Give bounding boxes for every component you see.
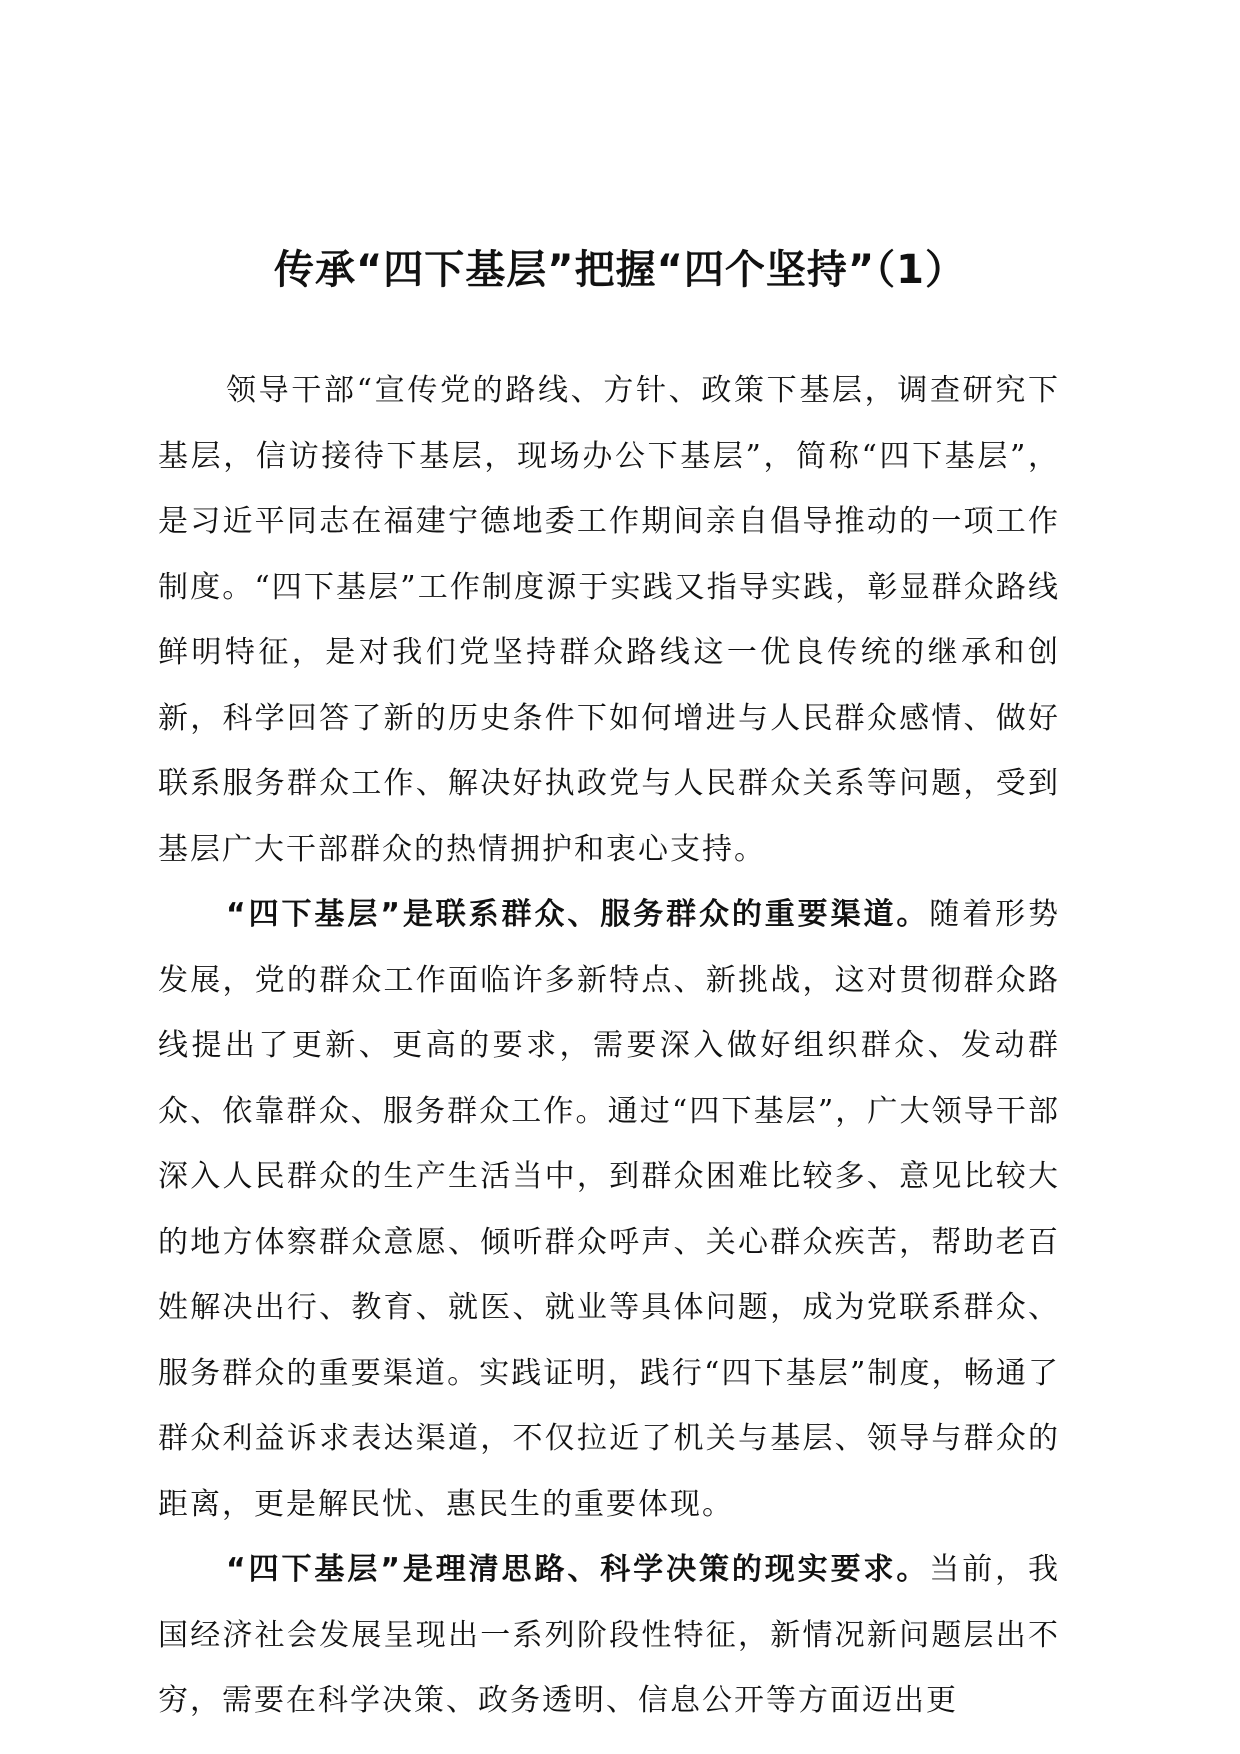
paragraph-intro [158,358,1060,882]
paragraph-lead: “四下基层”是理清思路、科学决策的现实要求。 [226,1552,930,1587]
paragraph-decision [158,1537,1060,1734]
paragraph-channel [158,882,1060,1537]
paragraph-text: 领导干部“宣传党的路线、方针、政策下基层，调查研究下基层，信访接待下基层，现场办公下基层”，简称“四下基层”，是习近平同志在福建宁德地委工作期间亲自倡导推动的一项工作制度。“四下基层”工作制度源于实践又指导实践，彰显群众路线鲜明特征，是对我们党坚持群众路线这一优良传统的继承和创新，科学回答了新的历史条件下如何增进与人民群众感情、做好联系服务群众工作、解决好执政党与人民群众关系等问题，受到基层广大干部群众的热情拥护和衷心支持。 [158,373,1060,867]
document-body [158,358,1060,1734]
document-title: 传承“四下基层”把握“四个坚持”（1） [274,247,966,293]
paragraph-text: 当前，我国经济社会发展呈现出一系列阶段性特征，新情况新问题层出不穷，需要在科学决策、政务透明、信息公开等方面迈出更 [158,1552,1061,1718]
paragraph-text: 随着形势发展，党的群众工作面临许多新特点、新挑战，这对贯彻群众路线提出了更新、更高的要求，需要深入做好组织群众、发动群众、依靠群众、服务群众工作。通过“四下基层”，广大领导干部深入人民群众的生产生活当中，到群众困难比较多、意见比较大的地方体察群众意愿、倾听群众呼声、关心群众疾苦，帮助老百姓解决出行、教育、就医、就业等具体问题，成为党联系群众、服务群众的重要渠道。实践证明，践行“四下基层”制度，畅通了群众利益诉求表达渠道，不仅拉近了机关与基层、领导与群众的距离，更是解民忧、惠民生的重要体现。 [158,897,1061,1522]
paragraph-lead: “四下基层”是联系群众、服务群众的重要渠道。 [226,897,930,932]
